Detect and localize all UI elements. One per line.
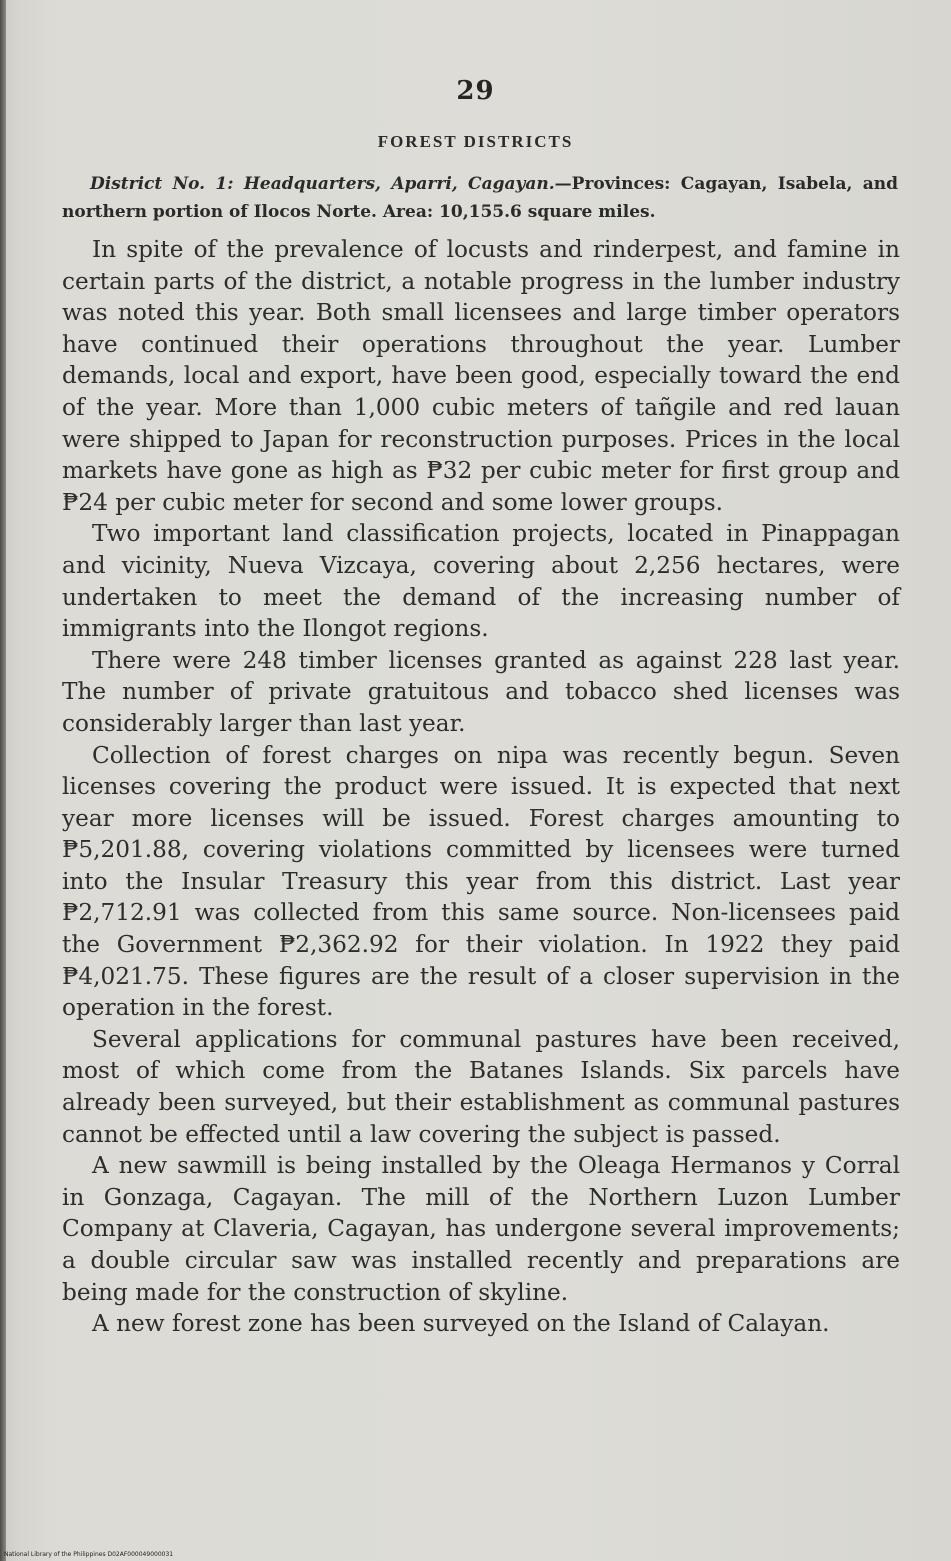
section-title: FOREST DISTRICTS (377, 132, 574, 151)
page-number: 29 (456, 76, 495, 106)
paragraph-4: Collection of forest charges on nipa was recently begun. Seven licenses covering the product were issued. It is expected that next year more licenses will be issued. Forest charges amounting to ₱5,201.88, covering violations committed by licensees were turned into the Insular Treasury this year from this district. Last year ₱2,712.91 was collected from this same source. Non-licensees paid the Government ₱2,362.92 for their violation. In 1922 they paid ₱4,021.75. These figures are the result of a closer supervision in the operation in the forest. (62, 741, 900, 1022)
binding-edge (0, 0, 6, 1561)
district-heading (62, 170, 898, 226)
body-text (62, 234, 900, 1340)
paragraph-6: A new sawmill is being installed by the Oleaga Hermanos y Corral in Gonzaga, Cagayan. The mill of the Northern Luzon Lumber Company at Claveria, Cagayan, has undergone several improvements; a double circular saw was installed recently and preparations are being made for the construction of skyline. (62, 1152, 900, 1306)
paragraph-5: Several applications for communal pastures have been received, most of which come from the Batanes Islands. Six parcels have already been surveyed, but their establishment as communal pastures cannot be effected until a law covering the subject is passed. (62, 1025, 900, 1148)
paragraph-7: A new forest zone has been surveyed on the Island of Calayan. (92, 1310, 830, 1338)
district-heading-italic: District No. 1: Headquarters, Aparri, Cagayan. (90, 174, 555, 194)
paragraph-1: In spite of the prevalence of locusts and rinderpest, and famine in certain parts of the district, a notable progress in the lumber industry was noted this year. Both small licensees and large timber operators have continued their operations throughout the year. Lumber demands, local and export, have been good, especially toward the end of the year. More than 1,000 cubic meters of tañgile and red lauan were shipped to Japan for reconstruction purposes. Prices in the local markets have gone as high as ₱32 per cubic meter for first group and ₱24 per cubic meter for second and some lower groups. (62, 236, 900, 516)
footer-credit: National Library of the Philippines D02AF000049000031 (4, 1551, 174, 1558)
paragraph-3: There were 248 timber licenses granted as against 228 last year. The number of private gratuitous and tobacco shed licenses was considerably larger than last year. (62, 646, 900, 737)
paragraph-2: Two important land classification projects, located in Pinappagan and vicinity, Nueva Vizcaya, covering about 2,256 hectares, were undertaken to meet the demand of the increasing number of immigrants into the Ilongot regions. (62, 520, 900, 643)
district-heading-rest: —Provinces: Cagayan, Isabela, and northern portion of Ilocos Norte. Area: 10,155.6 square miles. (62, 174, 898, 222)
